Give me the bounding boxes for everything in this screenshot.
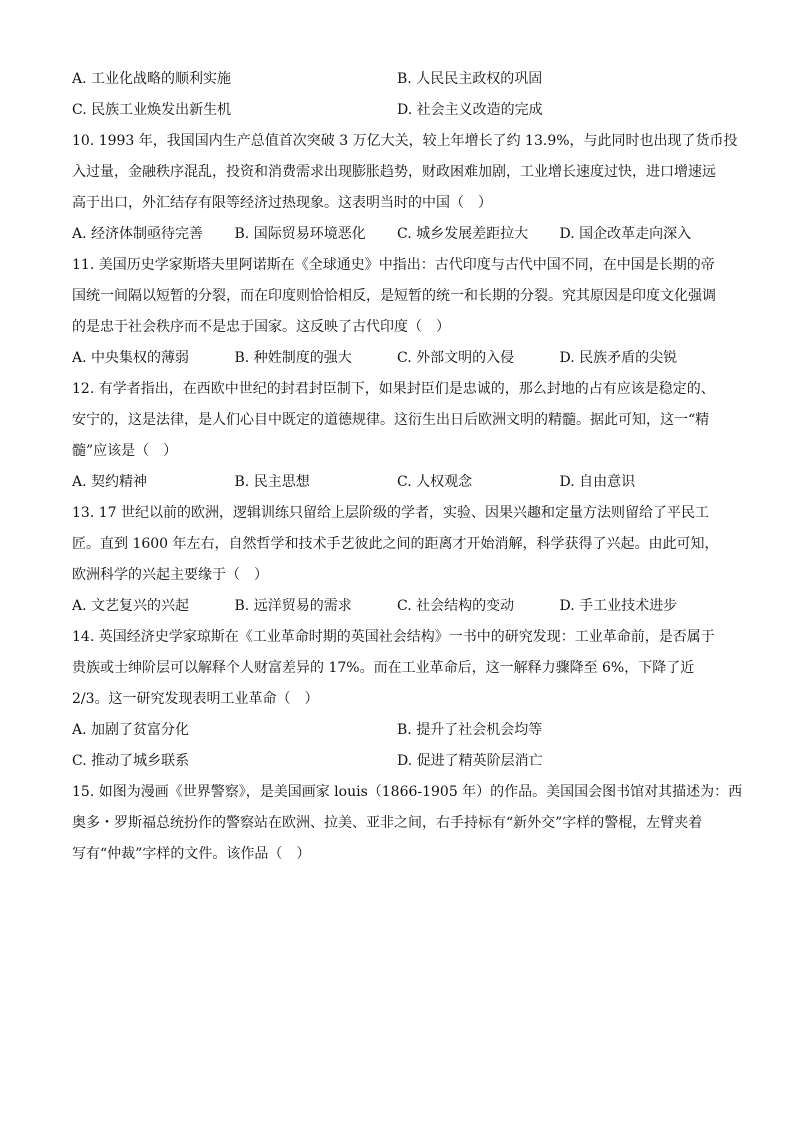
q10-option-b: B. 国际贸易环境恶化 <box>234 226 366 242</box>
q12-option-b: B. 民主思想 <box>234 474 310 490</box>
q9-options-row-2 <box>72 95 722 126</box>
q10-stem-line-1: 10. 1993 年，我国国内生产总值首次突破 3 万亿大关，较上年增长了约 13.9%，与此同时也出现了货币投 <box>72 133 738 149</box>
q14-option-d: D. 促进了精英阶层消亡 <box>397 753 543 769</box>
q13-option-b: B. 远洋贸易的需求 <box>234 598 352 614</box>
q14-stem-line-1: 14. 英国经济史学家琼斯在《工业革命时期的英国社会结构》一书中的研究发现：工业革命前，是否属于 <box>72 629 715 645</box>
q9-option-b: B. 人民民主政权的巩固 <box>397 71 543 87</box>
q10-stem-line-2: 入过量，金融秩序混乱，投资和消费需求出现膨胀趋势，财政困难加剧，工业增长速度过快，进口增速远 <box>72 164 716 180</box>
q15-stem-line-3: 写有“仲裁”字样的文件。该作品（ ） <box>72 846 311 862</box>
q11-stem-line-3: 的是忠于社会秩序而不是忠于国家。这反映了古代印度（ ） <box>72 319 450 335</box>
q12-stem-line-1: 12. 有学者指出，在西欧中世纪的封君封臣制下，如果封臣们是忠诚的，那么封地的占有应该是稳定的、 <box>72 381 715 397</box>
q12-stem-line-2: 安宁的，这是法律，是人们心目中既定的道德规律。这衍生出日后欧洲文明的精髓。据此可知，这一“精 <box>72 412 710 428</box>
q10-option-a: A. 经济体制亟待完善 <box>72 226 204 242</box>
q10-option-d: D. 国企改革走向深入 <box>559 226 692 242</box>
q11-stem-line-2: 国统一间隔以短暂的分裂，而在印度则恰恰相反，是短暂的统一和长期的分裂。究其原因是印度文化强调 <box>72 288 716 304</box>
q14-option-c: C. 推动了城乡联系 <box>72 753 190 769</box>
q15-stem-line-2: 奥多・罗斯福总统扮作的警察站在欧洲、拉美、亚非之间，右手持标有“新外交”字样的警棍，左臂夹着 <box>72 815 703 831</box>
q12-option-d: D. 自由意识 <box>559 474 636 490</box>
q12-option-c: C. 人权观念 <box>397 474 473 490</box>
q9-options-row-1 <box>72 64 722 95</box>
q13-stem-line-3: 欧洲科学的兴起主要缘于（ ） <box>72 567 268 583</box>
q9-option-c: C. 民族工业焕发出新生机 <box>72 102 232 118</box>
q15-stem-line-1: 15. 如图为漫画《世界警察》，是美国画家 louis（1866-1905 年）的作品。美国国会图书馆对其描述为：西 <box>72 784 743 800</box>
q11-option-d: D. 民族矛盾的尖锐 <box>559 350 678 366</box>
q10-option-c: C. 城乡发展差距拉大 <box>397 226 529 242</box>
q10-stem-line-3: 高于出口，外汇结存有限等经济过热现象。这表明当时的中国（ ） <box>72 195 492 211</box>
q9-option-d: D. 社会主义改造的完成 <box>397 102 543 118</box>
q11-options <box>72 343 722 374</box>
q9-option-a: A. 工业化战略的顺利实施 <box>72 71 232 87</box>
q14-option-a: A. 加剧了贫富分化 <box>72 722 190 738</box>
q13-option-a: A. 文艺复兴的兴起 <box>72 598 190 614</box>
q10-options <box>72 219 722 250</box>
q14-stem-line-2: 贵族或士绅阶层可以解释个人财富差异的 17%。而在工业革命后，这一解释力骤降至 6%，下降了近 <box>72 660 695 676</box>
q13-option-c: C. 社会结构的变动 <box>397 598 515 614</box>
q13-option-d: D. 手工业技术进步 <box>559 598 678 614</box>
q12-options <box>72 467 722 498</box>
exam-page <box>72 64 743 870</box>
q14-options-row-2 <box>72 746 722 777</box>
q12-stem-line-3: 髓”应该是（ ） <box>72 443 178 459</box>
q12-option-a: A. 契约精神 <box>72 474 148 490</box>
q14-option-b: B. 提升了社会机会均等 <box>397 722 543 738</box>
q13-stem-line-2: 匠。直到 1600 年左右，自然哲学和技术手艺彼此之间的距离才开始消解，科学获得了兴起。由此可知， <box>72 536 719 552</box>
q11-option-c: C. 外部文明的入侵 <box>397 350 515 366</box>
q14-stem-line-3: 2/3。这一研究发现表明工业革命（ ） <box>72 691 319 707</box>
q13-stem-line-1: 13. 17 世纪以前的欧洲，逻辑训练只留给上层阶级的学者，实验、因果兴趣和定量方法则留给了平民工 <box>72 505 709 521</box>
q14-options-row-1 <box>72 715 722 746</box>
q13-options <box>72 591 722 622</box>
q11-option-a: A. 中央集权的薄弱 <box>72 350 190 366</box>
q11-stem-line-1: 11. 美国历史学家斯塔夫里阿诺斯在《全球通史》中指出：古代印度与古代中国不同，在中国是长期的帝 <box>72 257 715 273</box>
q11-option-b: B. 种姓制度的强大 <box>234 350 352 366</box>
